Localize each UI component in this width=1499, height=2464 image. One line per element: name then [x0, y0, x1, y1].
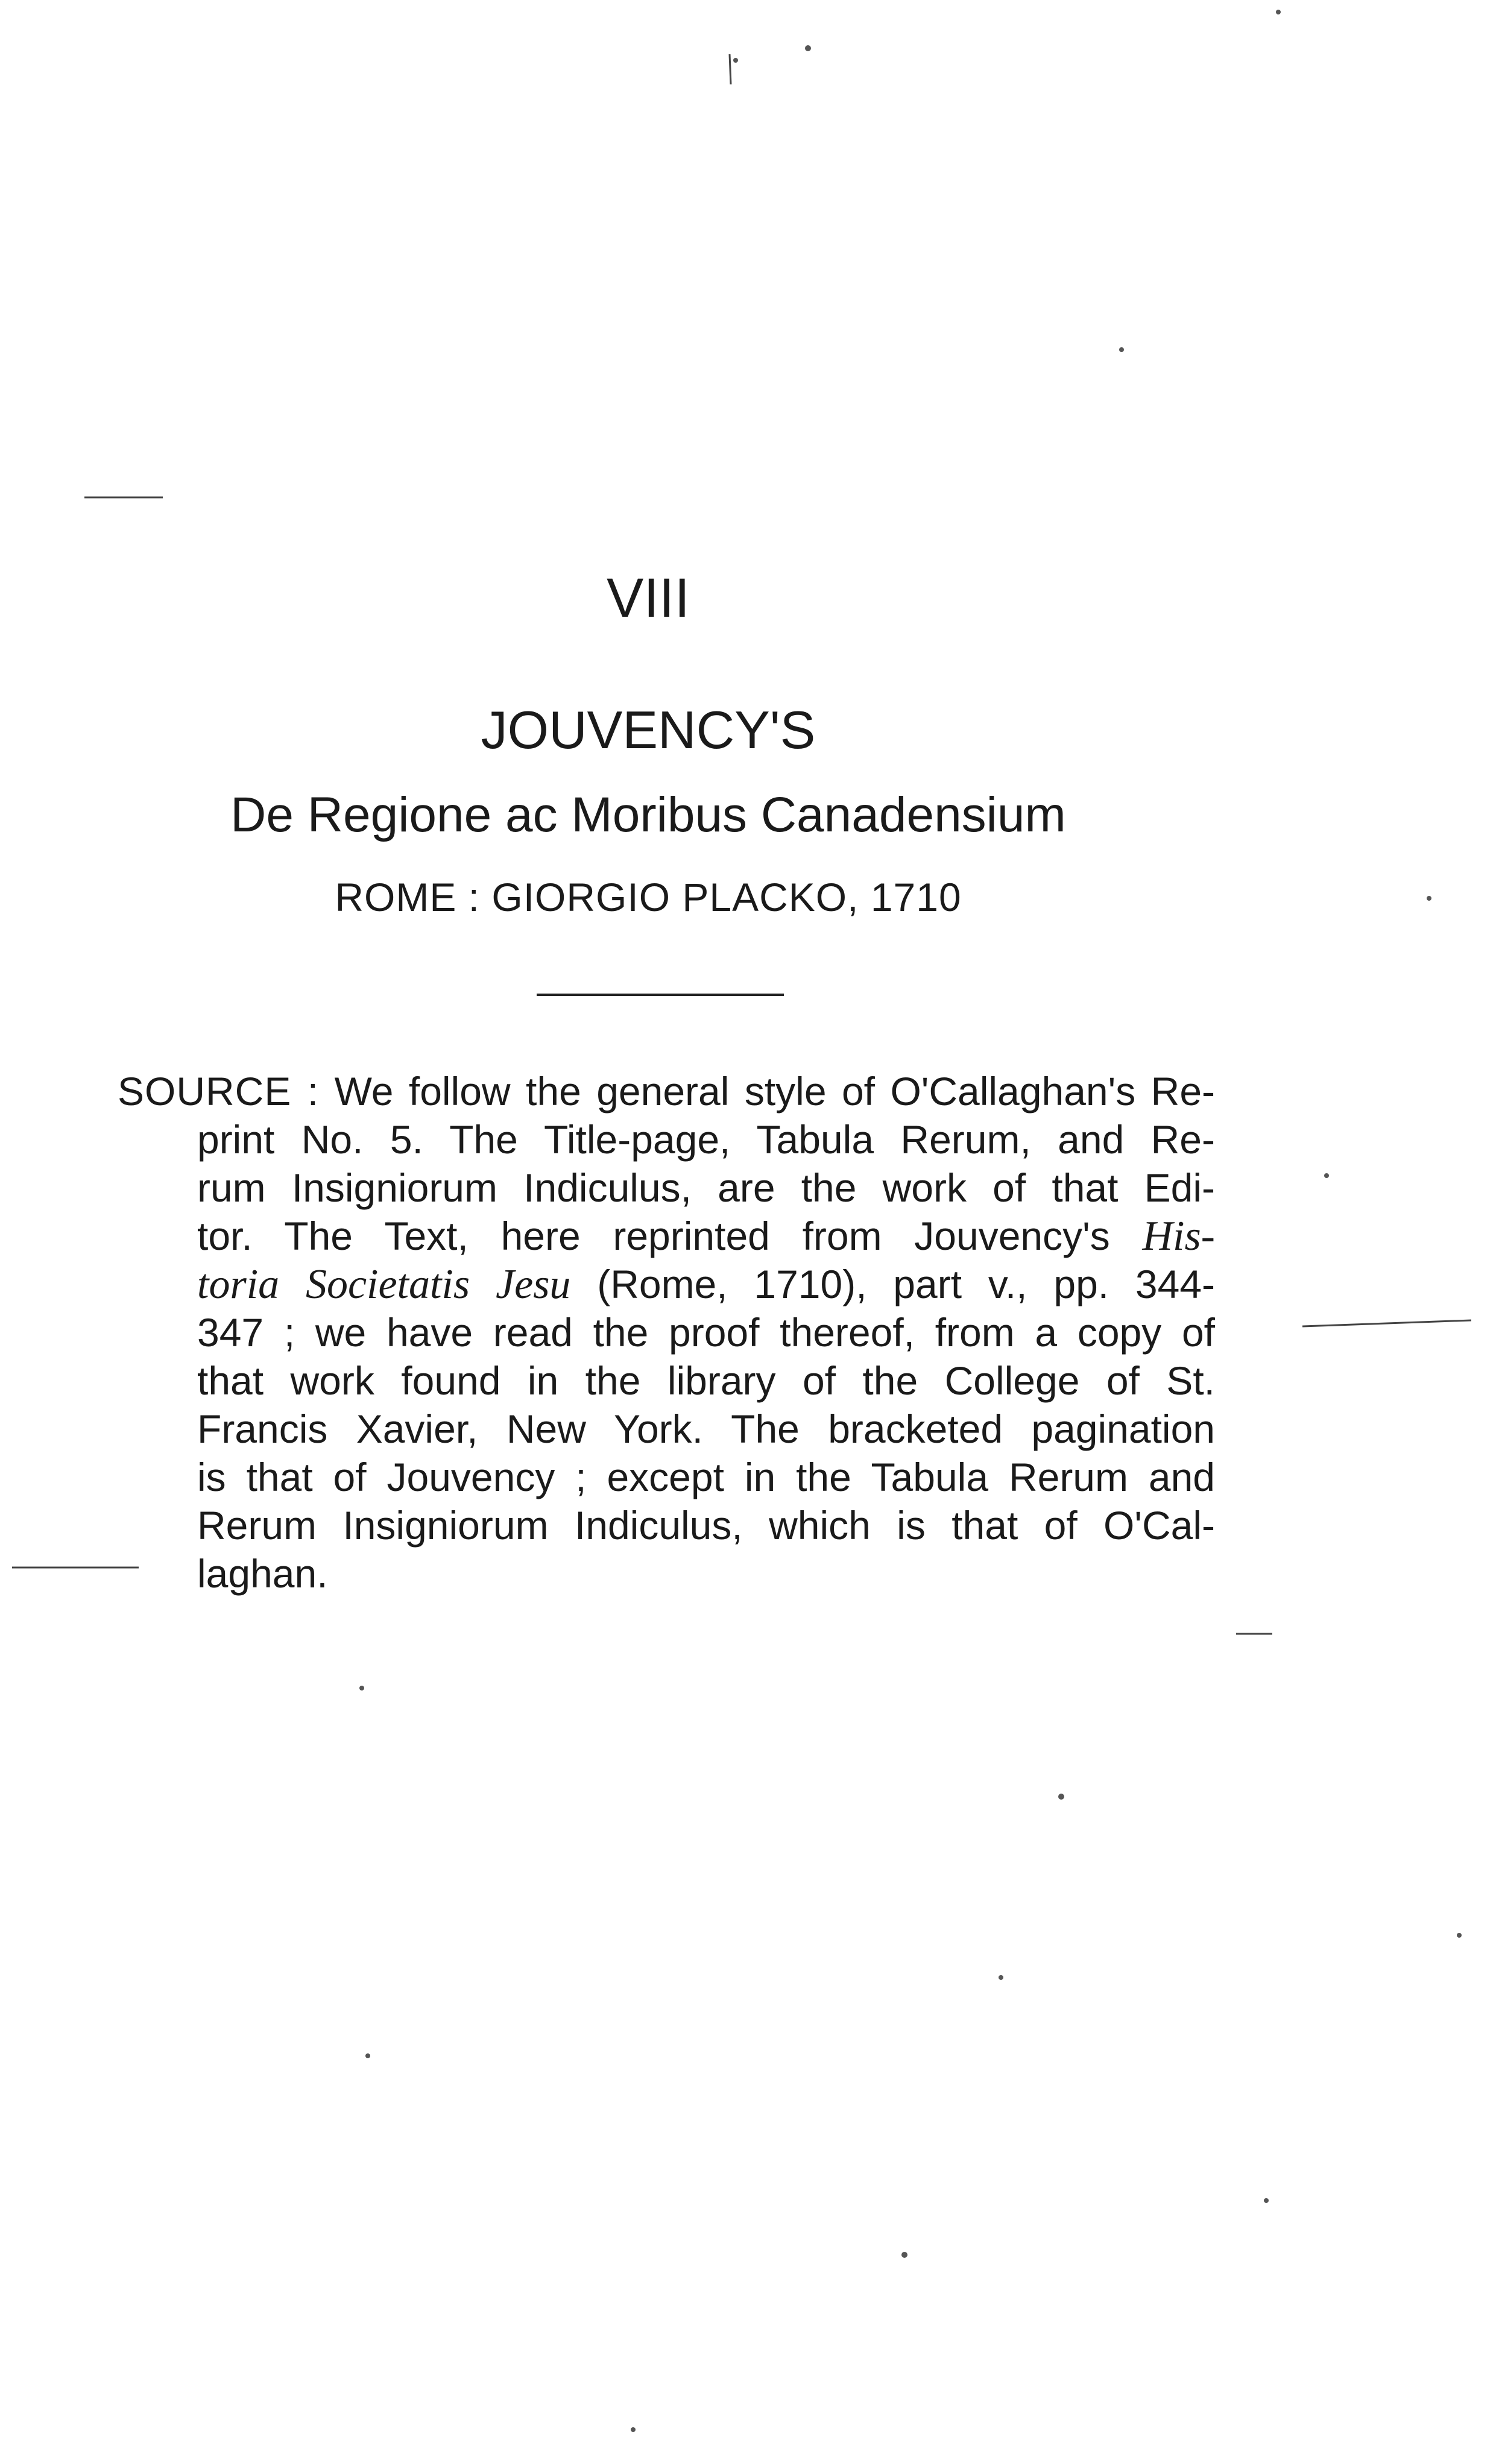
source-text: Rerum Insigniorum Indiculus, which is that of O'Cal- [197, 1503, 1215, 1548]
italic-text: Societatis Jesu [305, 1261, 571, 1308]
source-text: rum Insigniorum Indiculus, are the work of that Edi- [197, 1165, 1215, 1210]
source-text: (Rome, 1710), part v., pp. 344- [597, 1262, 1216, 1306]
source-label: SOURCE : [118, 1069, 320, 1114]
source-text: tor. The Text, here reprinted from Jouvency's [197, 1214, 1110, 1258]
italic-text: His- [1142, 1213, 1215, 1259]
source-text: laghan. [197, 1551, 328, 1596]
source-text: is that of Jouvency ; except in the Tabula Rerum and [197, 1455, 1215, 1499]
chapter-numeral: VIII [606, 567, 690, 629]
source-text: 347 ; we have read the proof thereof, from a copy of [197, 1310, 1215, 1355]
source-text: that work found in the library of the College of St. [197, 1358, 1215, 1403]
italic-text: toria [197, 1261, 280, 1308]
work-title: De Regione ac Moribus Canadensium [230, 787, 1066, 842]
source-text: print No. 5. The Title-page, Tabula Rerum, and Re- [197, 1117, 1215, 1162]
imprint-line: ROME : GIORGIO PLACKO, 1710 [335, 875, 962, 919]
chapter-title: JOUVENCY'S [481, 700, 816, 760]
source-text: We follow the general style of O'Callaghan's Re- [334, 1069, 1216, 1114]
source-text: Francis Xavier, New York. The bracketed pagination [197, 1407, 1215, 1451]
